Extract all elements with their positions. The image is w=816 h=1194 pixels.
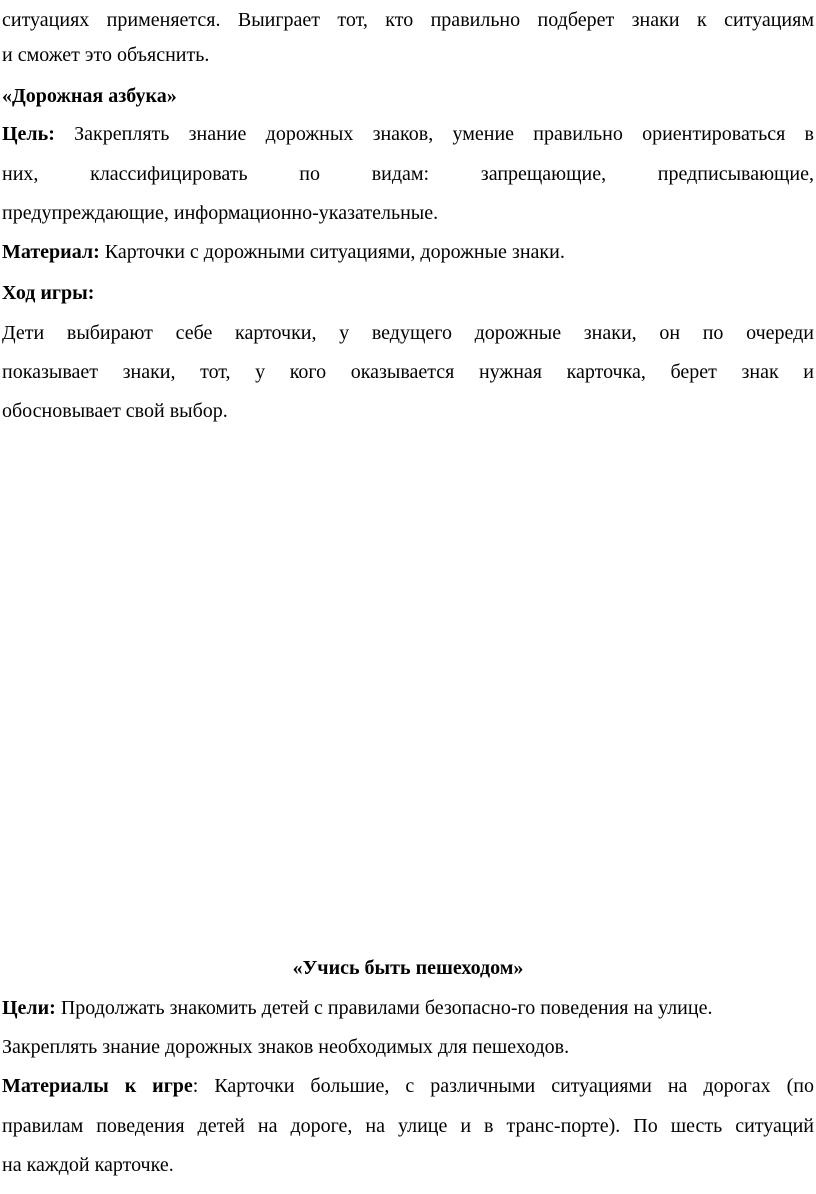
- materials-line-1: [2, 1074, 814, 1098]
- goal-line-1: [2, 122, 814, 146]
- game1-title: «Дорожная азбука»: [2, 85, 177, 107]
- course-line-1: Дети выбирают себе карточки, у ведущего дорожные знаки, он по очереди: [2, 322, 814, 344]
- material-line: [2, 240, 814, 264]
- goal-label: Цель:: [2, 123, 55, 145]
- goals-text-1: Продолжать знакомить детей с правилами безопасно-го поведения на улице.: [55, 997, 713, 1019]
- intro-line-2: и сможет это объяснить.: [2, 44, 210, 66]
- materials-line-3: на каждой карточке.: [2, 1154, 174, 1176]
- goal-line-2: них, классифицировать по видам: запрещающие, предписывающие,: [2, 163, 814, 185]
- material-text: Карточки с дорожными ситуациями, дорожные знаки.: [99, 241, 565, 263]
- intro-line-1: ситуациях применяется. Выиграет тот, кто правильно подберет знаки к ситуациям: [2, 9, 814, 31]
- goals-line-1: [2, 996, 814, 1020]
- materials-text-1: : Карточки большие, с различными ситуациями на дорогах (по: [192, 1075, 814, 1097]
- goal-text-1: Закреплять знание дорожных знаков, умение правильно ориентироваться в: [54, 123, 814, 145]
- course-line-2: показывает знаки, тот, у кого оказывается нужная карточка, берет знак и: [2, 361, 814, 383]
- course-line-3: обосновывает свой выбор.: [2, 400, 228, 422]
- goals-label: Цели:: [2, 997, 56, 1019]
- game2-title: «Учись быть пешеходом»: [292, 957, 524, 979]
- goal-line-3: предупреждающие, информационно-указательные.: [2, 202, 439, 224]
- goals-line-2: Закреплять знание дорожных знаков необходимых для пешеходов.: [2, 1036, 570, 1058]
- course-label: Ход игры:: [2, 282, 95, 304]
- materials-label: Материалы к игре: [2, 1075, 193, 1097]
- material-label: Материал:: [2, 241, 100, 263]
- materials-line-2: правилам поведения детей на дороге, на улице и в транс-порте). По шесть ситуаций: [2, 1115, 814, 1137]
